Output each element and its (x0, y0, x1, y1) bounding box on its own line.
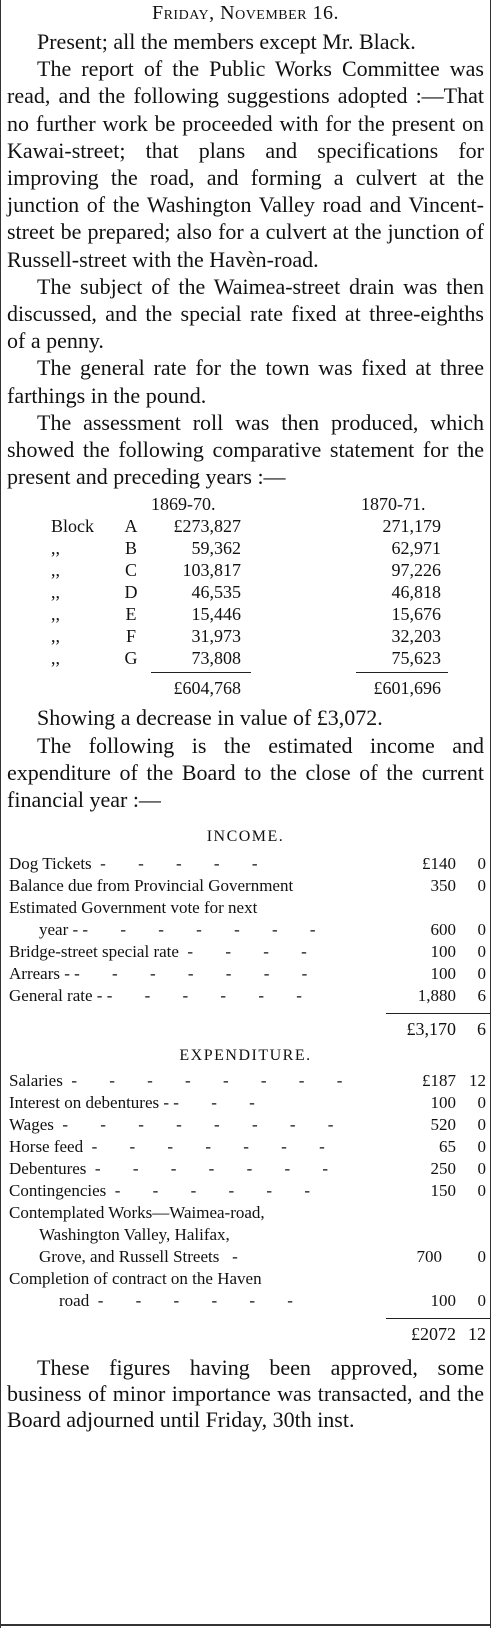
item-pence: 0 (477, 964, 486, 984)
column-bottom-rule (1, 1624, 490, 1626)
assessment-paragraph: The assessment roll was then produced, which showed the following comparative statement for the present and preceding years :— (7, 409, 484, 490)
expenditure-title: EXPENDITURE. (179, 1047, 312, 1065)
item-pence: 6 (477, 986, 486, 1006)
table-row (1, 558, 491, 582)
expenditure-total-pence: 12 (468, 1324, 486, 1345)
item-label: year - - - - - - - - (39, 920, 330, 940)
list-item (1, 1070, 490, 1092)
value-1869: 15,446 (191, 604, 241, 625)
item-pence: 12 (469, 1071, 486, 1091)
item-label: Contingencies - - - - - - (9, 1181, 324, 1201)
value-1869: 73,808 (191, 648, 241, 669)
list-item (1, 1268, 490, 1290)
income-title: INCOME. (206, 828, 285, 846)
list-item (1, 1202, 490, 1224)
item-amount: 700 (416, 1247, 442, 1267)
list-item (1, 853, 490, 875)
item-label: Estimated Government vote for next (9, 898, 258, 918)
attendance-paragraph: Present; all the members except Mr. Black. (37, 29, 416, 54)
general-rate-paragraph: The general rate for the town was fixed at three farthings in the pound. (7, 355, 484, 408)
block-label: Block (51, 516, 94, 537)
list-item (1, 1114, 490, 1136)
block-letter: D (124, 582, 138, 603)
list-item (1, 919, 490, 941)
item-label: Debentures - - - - - - - (9, 1159, 343, 1179)
item-pence: 0 (477, 1291, 486, 1311)
item-label: Completion of contract on the Haven (9, 1269, 262, 1289)
block-letter: B (124, 538, 137, 559)
value-1870: 15,676 (391, 604, 441, 625)
item-label: road - - - - - - (59, 1291, 307, 1311)
block-letter: F (125, 626, 136, 647)
value-1870: 32,203 (391, 626, 441, 647)
expenditure-total: £2072 (411, 1324, 456, 1345)
list-item (1, 897, 490, 919)
item-label: General rate - - - - - - - (9, 986, 316, 1006)
item-pence: 0 (477, 1137, 486, 1157)
list-item (1, 1180, 490, 1202)
list-item (1, 1224, 490, 1246)
item-label: Balance due from Provincial Government (9, 876, 294, 896)
income-table (1, 853, 490, 1044)
item-amount: 520 (430, 1115, 456, 1135)
table-row (1, 580, 491, 604)
item-pence: 0 (477, 876, 486, 896)
list-item (1, 1136, 490, 1158)
item-amount: 100 (430, 1291, 456, 1311)
item-label: Wages - - - - - - - - (9, 1115, 348, 1135)
income-total-row (1, 1014, 490, 1044)
table-row (1, 514, 491, 538)
list-item (1, 941, 490, 963)
item-pence: 0 (477, 1181, 486, 1201)
item-pence: 0 (477, 1093, 486, 1113)
list-item (1, 875, 490, 897)
ditto-mark: ,, (51, 648, 60, 669)
value-1869: 46,535 (191, 582, 241, 603)
item-amount: 250 (430, 1159, 456, 1179)
assessment-roll-table (1, 490, 490, 704)
value-1870: 75,623 (391, 648, 441, 669)
item-amount: 100 (430, 964, 456, 984)
item-label: Interest on debentures - - - - (9, 1093, 269, 1113)
item-label: Grove, and Russell Streets - (39, 1247, 252, 1267)
sum-rule-1869 (151, 672, 251, 673)
item-pence: 0 (477, 920, 486, 940)
value-1869: £273,827 (173, 516, 241, 537)
item-amount: 100 (430, 1093, 456, 1113)
drain-paragraph: The subject of the Waimea-street drain was then discussed, and the special rate fixed at three-eighths of a penny. (7, 273, 484, 354)
table-row (1, 646, 491, 670)
roll-totals-row (1, 676, 491, 700)
value-1870: 271,179 (382, 516, 441, 537)
item-label: Arrears - - - - - - - - (9, 964, 322, 984)
list-item (1, 1246, 490, 1268)
block-letter: E (125, 604, 137, 625)
ditto-mark: ,, (51, 626, 60, 647)
table-row (1, 602, 491, 626)
income-total: £3,170 (406, 1019, 456, 1040)
ditto-mark: ,, (51, 582, 60, 603)
roll-header-row (1, 492, 491, 516)
expenditure-total-row (1, 1319, 490, 1349)
total-1869: £604,768 (173, 678, 241, 699)
item-amount: 1,880 (417, 986, 456, 1006)
value-1869: 103,817 (182, 560, 241, 581)
closing-paragraph: These figures having been approved, some business of minor importance was transacted, and the Board adjourned until Friday, 30th inst. (7, 1355, 484, 1433)
item-amount: £140 (422, 854, 456, 874)
item-pence: 0 (477, 942, 486, 962)
ditto-mark: ,, (51, 560, 60, 581)
decrease-paragraph: Showing a decrease in value of £3,072. (37, 705, 383, 731)
sum-rule-1870 (356, 672, 448, 673)
list-item (1, 963, 490, 985)
list-item (1, 1290, 490, 1312)
expenditure-table (1, 1070, 490, 1349)
item-amount: 100 (430, 942, 456, 962)
year-1869-header: 1869-70. (151, 494, 216, 515)
income-total-pence: 6 (477, 1019, 486, 1040)
value-1870: 46,818 (391, 582, 441, 603)
meeting-date-heading: Friday, November 16. (151, 2, 340, 24)
item-label: Horse feed - - - - - - - (9, 1137, 339, 1157)
value-1869: 31,973 (191, 626, 241, 647)
estimate-intro-paragraph: The following is the estimated income and expenditure of the Board to the close of the current financial year :— (7, 732, 484, 813)
year-1870-header: 1870-71. (361, 494, 426, 515)
block-letter: A (124, 516, 138, 537)
item-amount: 65 (439, 1137, 456, 1157)
item-label: Salaries - - - - - - - - (9, 1071, 357, 1091)
item-amount: 150 (430, 1181, 456, 1201)
item-label: Contemplated Works—Waimea-road, (9, 1203, 265, 1223)
item-amount: £187 (422, 1071, 456, 1091)
item-label: Dog Tickets - - - - - (9, 854, 272, 874)
value-1869: 59,362 (191, 538, 241, 559)
ditto-mark: ,, (51, 604, 60, 625)
item-amount: 350 (430, 876, 456, 896)
table-row (1, 624, 491, 648)
list-item (1, 985, 490, 1007)
item-pence: 0 (477, 1159, 486, 1179)
public-works-paragraph: The report of the Public Works Committee was read, and the following suggestions adopted :—That no further work be proceeded with for the present on Kawai-street; that plans and specifications for improving the road, and forming a culvert at the junction of the Washington Valley road and Vincent-street be prepared; also for a culvert at the junction of Russell-street with the Havèn-road. (7, 56, 484, 272)
item-amount: 600 (430, 920, 456, 940)
item-label: Washington Valley, Halifax, (39, 1225, 230, 1245)
block-letter: C (124, 560, 137, 581)
table-row (1, 536, 491, 560)
ditto-mark: ,, (51, 538, 60, 559)
list-item (1, 1092, 490, 1114)
block-letter: G (124, 648, 138, 669)
item-pence: 0 (477, 854, 486, 874)
total-1870: £601,696 (373, 678, 441, 699)
item-pence: 0 (477, 1247, 486, 1267)
item-pence: 0 (477, 1115, 486, 1135)
value-1870: 97,226 (391, 560, 441, 581)
item-label: Bridge-street special rate - - - - (9, 942, 321, 962)
value-1870: 62,971 (391, 538, 441, 559)
list-item (1, 1158, 490, 1180)
